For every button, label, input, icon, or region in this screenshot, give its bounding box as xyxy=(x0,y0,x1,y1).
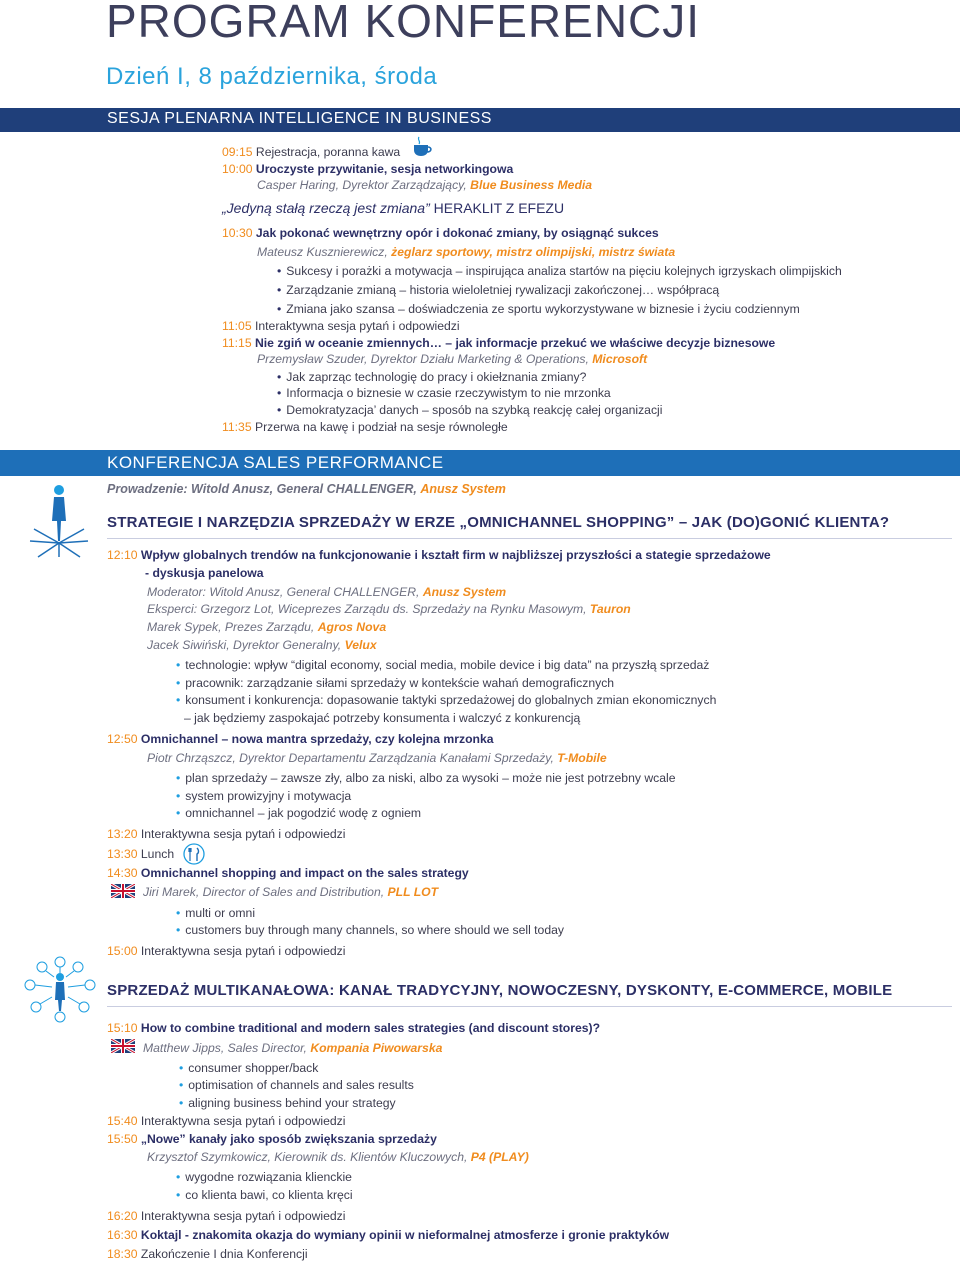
agenda-item: 10:00 Uroczyste przywitanie, sesja networkingowa xyxy=(222,162,514,176)
bullet-item: • multi or omni xyxy=(176,905,255,921)
speaker-line: Marek Sypek, Prezes Zarządu, Agros Nova xyxy=(147,620,387,634)
speaker-line: Casper Haring, Dyrektor Zarządzający, Blue Business Media xyxy=(257,178,593,192)
agenda-item: 12:10 Wpływ globalnych trendów na funkcjonowanie i kształt firm w najbliższej przyszłości a stategie sprzedażowe xyxy=(107,548,771,562)
bullet-item: • customers buy through many channels, so where should we sell today xyxy=(176,922,564,938)
speaker-line: Przemysław Szuder, Dyrektor Działu Marketing & Operations, Microsoft xyxy=(257,352,648,366)
agenda-item: 13:30 Lunch xyxy=(107,847,175,861)
bullet-item: • Informacja o biznesie w czasie rzeczywistym to nie mrzonka xyxy=(277,385,611,401)
agenda-item: 12:50 Omnichannel – nowa mantra sprzedaży, czy kolejna mrzonka xyxy=(107,732,494,746)
coffee-cup-icon xyxy=(411,136,433,158)
plenary-session-label: SESJA PLENARNA INTELLIGENCE IN BUSINESS xyxy=(107,110,492,127)
speaker-line: Moderator: Witold Anusz, General CHALLENGER, Anusz System xyxy=(147,585,507,599)
bullet-item: • technologie: wpływ “digital economy, social media, mobile device i big data” na przyszłą sprzedaż xyxy=(176,657,709,673)
cutlery-icon xyxy=(183,843,205,865)
section-title-multichannel: SPRZEDAŻ MULTIKANAŁOWA: KANAŁ TRADYCYJNY, NOWOCZESNY, DYSKONTY, E-COMMERCE, MOBILE xyxy=(107,982,893,999)
sales-session-label: KONFERENCJA SALES PERFORMANCE xyxy=(107,453,444,472)
agenda-item: 13:20 Interaktywna sesja pytań i odpowiedzi xyxy=(107,827,346,841)
agenda-item: 18:30 Zakończenie I dnia Konferencji xyxy=(107,1247,308,1261)
bullet-item: • Demokratyzacja’ danych – sposób na szybką reakcję całej organizacji xyxy=(277,402,662,418)
sales-session-bar xyxy=(0,450,960,476)
section-title-strategy: STRATEGIE I NARZĘDZIA SPRZEDAŻY W ERZE „OMNICHANNEL SHOPPING” – JAK (DO)GONIĆ KLIENTA? xyxy=(107,514,890,531)
page-title: PROGRAM KONFERENCJI xyxy=(106,0,701,47)
agenda-item-cont: - dyskusja panelowa xyxy=(145,566,264,580)
speaker-line: Piotr Chrząszcz, Dyrektor Departamentu Zarządzania Kanałami Sprzedaży, T-Mobile xyxy=(147,751,607,765)
businessman-arrows-icon xyxy=(24,481,94,559)
speaker-line: Eksperci: Grzegorz Lot, Wiceprezes Zarządu ds. Sprzedaży na Rynku Masowym, Tauron xyxy=(147,602,631,616)
bullet-item: • omnichannel – jak pogodzić wodę z ogniem xyxy=(176,805,421,821)
divider xyxy=(107,538,952,539)
bullet-item-cont: – jak będziemy zaspokajać potrzeby konsumenta i walczyć z konkurencją xyxy=(184,711,581,725)
host-line: Prowadzenie: Witold Anusz, General CHALLENGER, Anusz System xyxy=(107,482,506,496)
bullet-item: • Zmiana jako szansa – doświadczenia ze sportu wykorzystywane w biznesie i życiu codziennym xyxy=(277,301,800,317)
divider xyxy=(107,1006,952,1007)
agenda-item: 15:00 Interaktywna sesja pytań i odpowiedzi xyxy=(107,944,346,958)
speaker-line: Jiri Marek, Director of Sales and Distribution, PLL LOT xyxy=(143,885,439,899)
day-heading: Dzień I, 8 października, środa xyxy=(106,63,438,90)
bullet-item: • system prowizyjny i motywacja xyxy=(176,788,351,804)
bullet-item: • konsument i konkurencja: dopasowanie taktyki sprzedażowej do globalnych zmian ekonomicznych xyxy=(176,692,716,708)
bullet-item: • aligning business behind your strategy xyxy=(179,1095,396,1111)
agenda-item: 14:30 Omnichannel shopping and impact on the sales strategy xyxy=(107,866,469,880)
agenda-item: 15:40 Interaktywna sesja pytań i odpowiedzi xyxy=(107,1114,346,1128)
uk-flag-icon xyxy=(111,884,135,898)
bullet-item: • Jak zaprząc technologię do pracy i okiełznania zmiany? xyxy=(277,369,586,385)
plenary-session-bar xyxy=(0,108,960,132)
agenda-item: 16:30 Koktajl - znakomita okazja do wymiany opinii w nieformalnej atmosferze i gronie praktyków xyxy=(107,1228,670,1242)
uk-flag-icon xyxy=(111,1039,135,1053)
businessman-network-icon xyxy=(20,955,100,1025)
bullet-item: • Sukcesy i porażki a motywacja – inspirująca analiza startów na pięciu kolejnych igrzyskach olimpijskich xyxy=(277,263,842,279)
agenda-item: 15:50 „Nowe” kanały jako sposób zwiększania sprzedaży xyxy=(107,1132,437,1146)
agenda-item: 09:15 Rejestracja, poranna kawa xyxy=(222,145,401,159)
bullet-item: • Zarządzanie zmianą – historia wieloletniej rywalizacji zakończonej… współpracą xyxy=(277,282,719,298)
agenda-item: 15:10 How to combine traditional and modern sales strategies (and discount stores)? xyxy=(107,1021,601,1035)
bullet-item: • co klienta bawi, co klienta kręci xyxy=(176,1187,353,1203)
bullet-item: • pracownik: zarządzanie siłami sprzedaży w kontekście wahań demograficznych xyxy=(176,675,614,691)
bullet-item: • consumer shopper/back xyxy=(179,1060,318,1076)
agenda-item: 11:05 Interaktywna sesja pytań i odpowiedzi xyxy=(222,319,460,333)
speaker-line: Krzysztof Szymkowicz, Kierownik ds. Klientów Kluczowych, P4 (PLAY) xyxy=(147,1150,529,1164)
speaker-line: Mateusz Kusznierewicz, żeglarz sportowy, mistrz olimpijski, mistrz świata xyxy=(257,245,676,259)
agenda-item: 16:20 Interaktywna sesja pytań i odpowiedzi xyxy=(107,1209,346,1223)
quote: „Jedyną stałą rzeczą jest zmiana” HERAKLIT Z EFEZU xyxy=(222,200,565,216)
speaker-line: Matthew Jipps, Sales Director, Kompania Piwowarska xyxy=(143,1041,443,1055)
bullet-item: • plan sprzedaży – zawsze zły, albo za niski, albo za wysoki – może nie jest potrzebny wcale xyxy=(176,770,676,786)
bullet-item: • optimisation of channels and sales results xyxy=(179,1077,414,1093)
agenda-item: 10:30 Jak pokonać wewnętrzny opór i dokonać zmiany, by osiągnąć sukces xyxy=(222,226,659,240)
speaker-line: Jacek Siwiński, Dyrektor Generalny, Velux xyxy=(147,638,377,652)
agenda-item: 11:15 Nie zgiń w oceanie zmiennych… – jak informacje przekuć we właściwe decyzje biznesowe xyxy=(222,336,776,350)
bullet-item: • wygodne rozwiązania klienckie xyxy=(176,1169,352,1185)
agenda-item: 11:35 Przerwa na kawę i podział na sesje równoległe xyxy=(222,420,508,434)
